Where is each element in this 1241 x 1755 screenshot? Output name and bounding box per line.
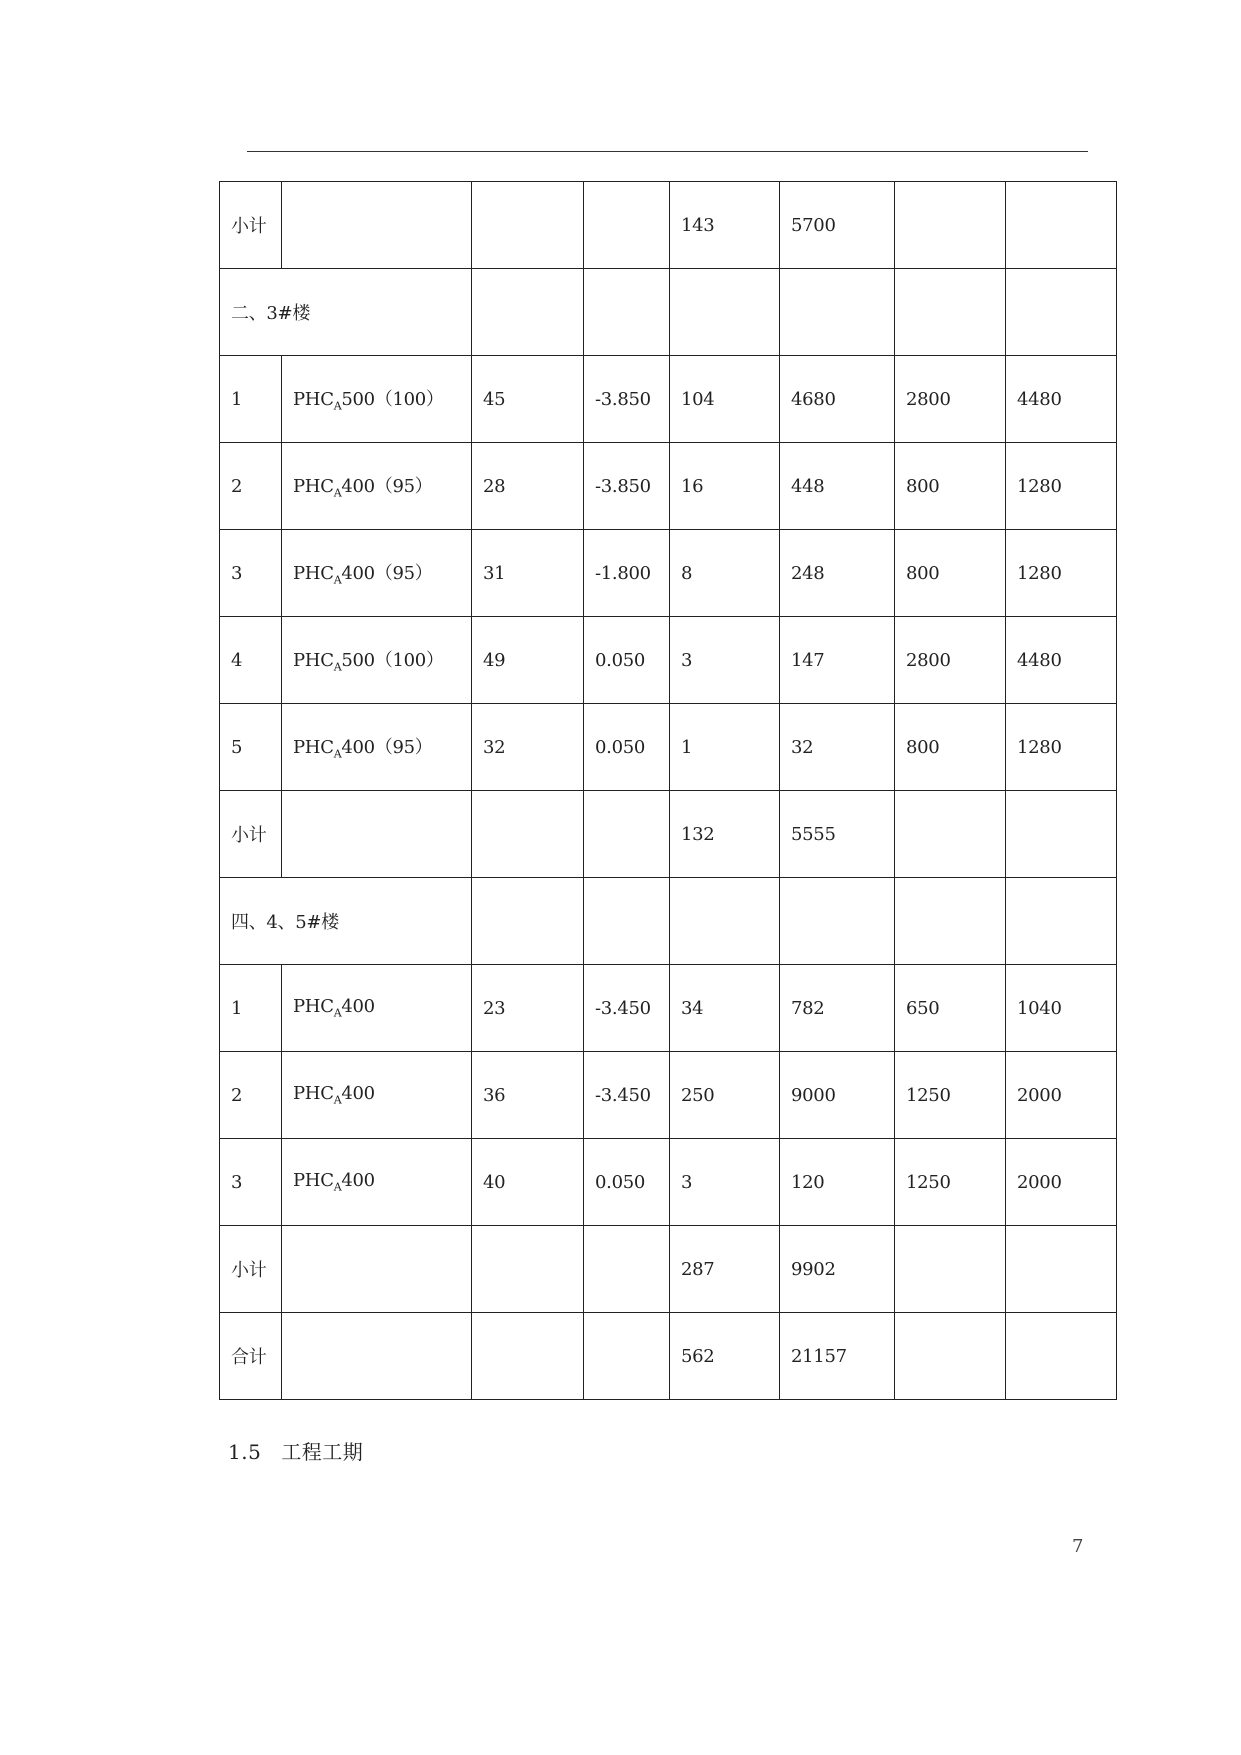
- length-cell: 448: [780, 443, 895, 530]
- pile-type-suffix: 400（95）: [341, 476, 433, 498]
- empty-cell: [584, 791, 670, 878]
- empty-cell: [895, 269, 1006, 356]
- length-cell: 5700: [780, 182, 895, 269]
- pile-length-cell: 45: [472, 356, 584, 443]
- value-cell: 650: [895, 965, 1006, 1052]
- elevation-cell: -3.450: [584, 1052, 670, 1139]
- empty-cell: [895, 182, 1006, 269]
- empty-cell: [472, 1226, 584, 1313]
- row-number-cell: 1: [220, 965, 282, 1052]
- pile-type-cell: [282, 1139, 472, 1226]
- count-cell: 1: [670, 704, 780, 791]
- value-cell: 1250: [895, 1139, 1006, 1226]
- count-cell: 132: [670, 791, 780, 878]
- table-row: [220, 791, 1117, 878]
- section-title: 工程工期: [281, 1440, 364, 1464]
- table-row: [220, 182, 1117, 269]
- table-row: [220, 617, 1117, 704]
- value-cell: 2000: [1006, 1139, 1117, 1226]
- pile-type-cell: [282, 965, 472, 1052]
- empty-cell: [584, 878, 670, 965]
- empty-cell: [1006, 791, 1117, 878]
- pile-type-suffix: 400: [341, 1083, 375, 1105]
- count-cell: 250: [670, 1052, 780, 1139]
- pile-length-cell: 31: [472, 530, 584, 617]
- pile-type-cell: [282, 1052, 472, 1139]
- empty-cell: [895, 878, 1006, 965]
- pile-type-subscript: A: [333, 1180, 342, 1194]
- count-cell: 287: [670, 1226, 780, 1313]
- pile-type-prefix: PHC: [293, 1170, 334, 1192]
- value-cell: 2000: [1006, 1052, 1117, 1139]
- pile-length-cell: 32: [472, 704, 584, 791]
- pile-type-subscript: A: [333, 747, 342, 761]
- section-number: 1.5: [228, 1440, 262, 1464]
- length-cell: 9000: [780, 1052, 895, 1139]
- table-row: [220, 1313, 1117, 1400]
- value-cell: 800: [895, 443, 1006, 530]
- subtotal-label-cell: 合计: [220, 1313, 282, 1400]
- value-cell: 1280: [1006, 530, 1117, 617]
- row-number-cell: 3: [220, 1139, 282, 1226]
- count-cell: 3: [670, 1139, 780, 1226]
- length-cell: 21157: [780, 1313, 895, 1400]
- table-row: [220, 443, 1117, 530]
- empty-cell: [670, 269, 780, 356]
- pile-type-subscript: A: [333, 1006, 342, 1020]
- table-row: [220, 269, 1117, 356]
- pile-type-cell: [282, 704, 472, 791]
- elevation-cell: -3.850: [584, 443, 670, 530]
- length-cell: 4680: [780, 356, 895, 443]
- empty-cell: [670, 878, 780, 965]
- count-cell: 143: [670, 182, 780, 269]
- empty-cell: [1006, 182, 1117, 269]
- value-cell: 1280: [1006, 704, 1117, 791]
- elevation-cell: 0.050: [584, 617, 670, 704]
- elevation-cell: 0.050: [584, 704, 670, 791]
- empty-cell: [282, 1313, 472, 1400]
- pile-type-subscript: A: [333, 399, 342, 413]
- row-number-cell: 5: [220, 704, 282, 791]
- count-cell: 8: [670, 530, 780, 617]
- row-number-cell: 1: [220, 356, 282, 443]
- count-cell: 104: [670, 356, 780, 443]
- value-cell: 1280: [1006, 443, 1117, 530]
- section-label-cell: 四、4、5#楼: [220, 878, 472, 965]
- elevation-cell: -3.850: [584, 356, 670, 443]
- pile-type-cell: [282, 530, 472, 617]
- pile-length-cell: 36: [472, 1052, 584, 1139]
- table-row: [220, 1226, 1117, 1313]
- pile-type-prefix: PHC: [293, 476, 334, 498]
- row-number-cell: 2: [220, 1052, 282, 1139]
- empty-cell: [472, 878, 584, 965]
- empty-cell: [472, 269, 584, 356]
- pile-type-subscript: A: [333, 660, 342, 674]
- pile-type-suffix: 400（95）: [341, 737, 433, 759]
- pile-table-body: [220, 182, 1117, 1400]
- pile-type-prefix: PHC: [293, 650, 334, 672]
- subtotal-label-cell: 小计: [220, 791, 282, 878]
- length-cell: 32: [780, 704, 895, 791]
- empty-cell: [282, 1226, 472, 1313]
- table-row: [220, 1139, 1117, 1226]
- empty-cell: [472, 182, 584, 269]
- header-rule: [247, 151, 1088, 152]
- table-row: [220, 878, 1117, 965]
- value-cell: 2800: [895, 356, 1006, 443]
- empty-cell: [1006, 269, 1117, 356]
- elevation-cell: 0.050: [584, 1139, 670, 1226]
- table-row: [220, 1052, 1117, 1139]
- empty-cell: [472, 791, 584, 878]
- section-label-cell: 二、3#楼: [220, 269, 472, 356]
- count-cell: 562: [670, 1313, 780, 1400]
- empty-cell: [780, 878, 895, 965]
- section-heading: [228, 1436, 363, 1465]
- length-cell: 248: [780, 530, 895, 617]
- value-cell: 2800: [895, 617, 1006, 704]
- count-cell: 3: [670, 617, 780, 704]
- empty-cell: [472, 1313, 584, 1400]
- row-number-cell: 4: [220, 617, 282, 704]
- row-number-cell: 3: [220, 530, 282, 617]
- pile-length-cell: 28: [472, 443, 584, 530]
- empty-cell: [282, 791, 472, 878]
- count-cell: 16: [670, 443, 780, 530]
- empty-cell: [584, 182, 670, 269]
- pile-type-cell: [282, 617, 472, 704]
- count-cell: 34: [670, 965, 780, 1052]
- pile-table: [219, 181, 1117, 1400]
- empty-cell: [1006, 878, 1117, 965]
- empty-cell: [584, 269, 670, 356]
- value-cell: 800: [895, 530, 1006, 617]
- table-row: [220, 530, 1117, 617]
- pile-length-cell: 23: [472, 965, 584, 1052]
- table-row: [220, 965, 1117, 1052]
- pile-type-prefix: PHC: [293, 996, 334, 1018]
- pile-type-prefix: PHC: [293, 389, 334, 411]
- pile-type-subscript: A: [333, 486, 342, 500]
- empty-cell: [1006, 1226, 1117, 1313]
- elevation-cell: -3.450: [584, 965, 670, 1052]
- value-cell: 1250: [895, 1052, 1006, 1139]
- pile-type-cell: [282, 443, 472, 530]
- length-cell: 120: [780, 1139, 895, 1226]
- pile-length-cell: 49: [472, 617, 584, 704]
- empty-cell: [1006, 1313, 1117, 1400]
- empty-cell: [584, 1226, 670, 1313]
- pile-type-prefix: PHC: [293, 737, 334, 759]
- empty-cell: [895, 791, 1006, 878]
- pile-type-subscript: A: [333, 573, 342, 587]
- value-cell: 1040: [1006, 965, 1117, 1052]
- pile-type-suffix: 500（100）: [341, 650, 444, 672]
- value-cell: 4480: [1006, 617, 1117, 704]
- elevation-cell: -1.800: [584, 530, 670, 617]
- pile-type-suffix: 400: [341, 996, 375, 1018]
- row-number-cell: 2: [220, 443, 282, 530]
- pile-type-cell: [282, 356, 472, 443]
- empty-cell: [282, 182, 472, 269]
- value-cell: 4480: [1006, 356, 1117, 443]
- length-cell: 782: [780, 965, 895, 1052]
- pile-type-subscript: A: [333, 1093, 342, 1107]
- value-cell: 800: [895, 704, 1006, 791]
- pile-type-suffix: 400: [341, 1170, 375, 1192]
- empty-cell: [895, 1226, 1006, 1313]
- pile-type-prefix: PHC: [293, 1083, 334, 1105]
- table-row: [220, 356, 1117, 443]
- empty-cell: [895, 1313, 1006, 1400]
- length-cell: 147: [780, 617, 895, 704]
- empty-cell: [584, 1313, 670, 1400]
- pile-type-prefix: PHC: [293, 563, 334, 585]
- length-cell: 5555: [780, 791, 895, 878]
- pile-type-suffix: 400（95）: [341, 563, 433, 585]
- subtotal-label-cell: 小计: [220, 182, 282, 269]
- empty-cell: [780, 269, 895, 356]
- page-number: 7: [1072, 1536, 1084, 1557]
- subtotal-label-cell: 小计: [220, 1226, 282, 1313]
- pile-type-suffix: 500（100）: [341, 389, 444, 411]
- pile-length-cell: 40: [472, 1139, 584, 1226]
- table-row: [220, 704, 1117, 791]
- length-cell: 9902: [780, 1226, 895, 1313]
